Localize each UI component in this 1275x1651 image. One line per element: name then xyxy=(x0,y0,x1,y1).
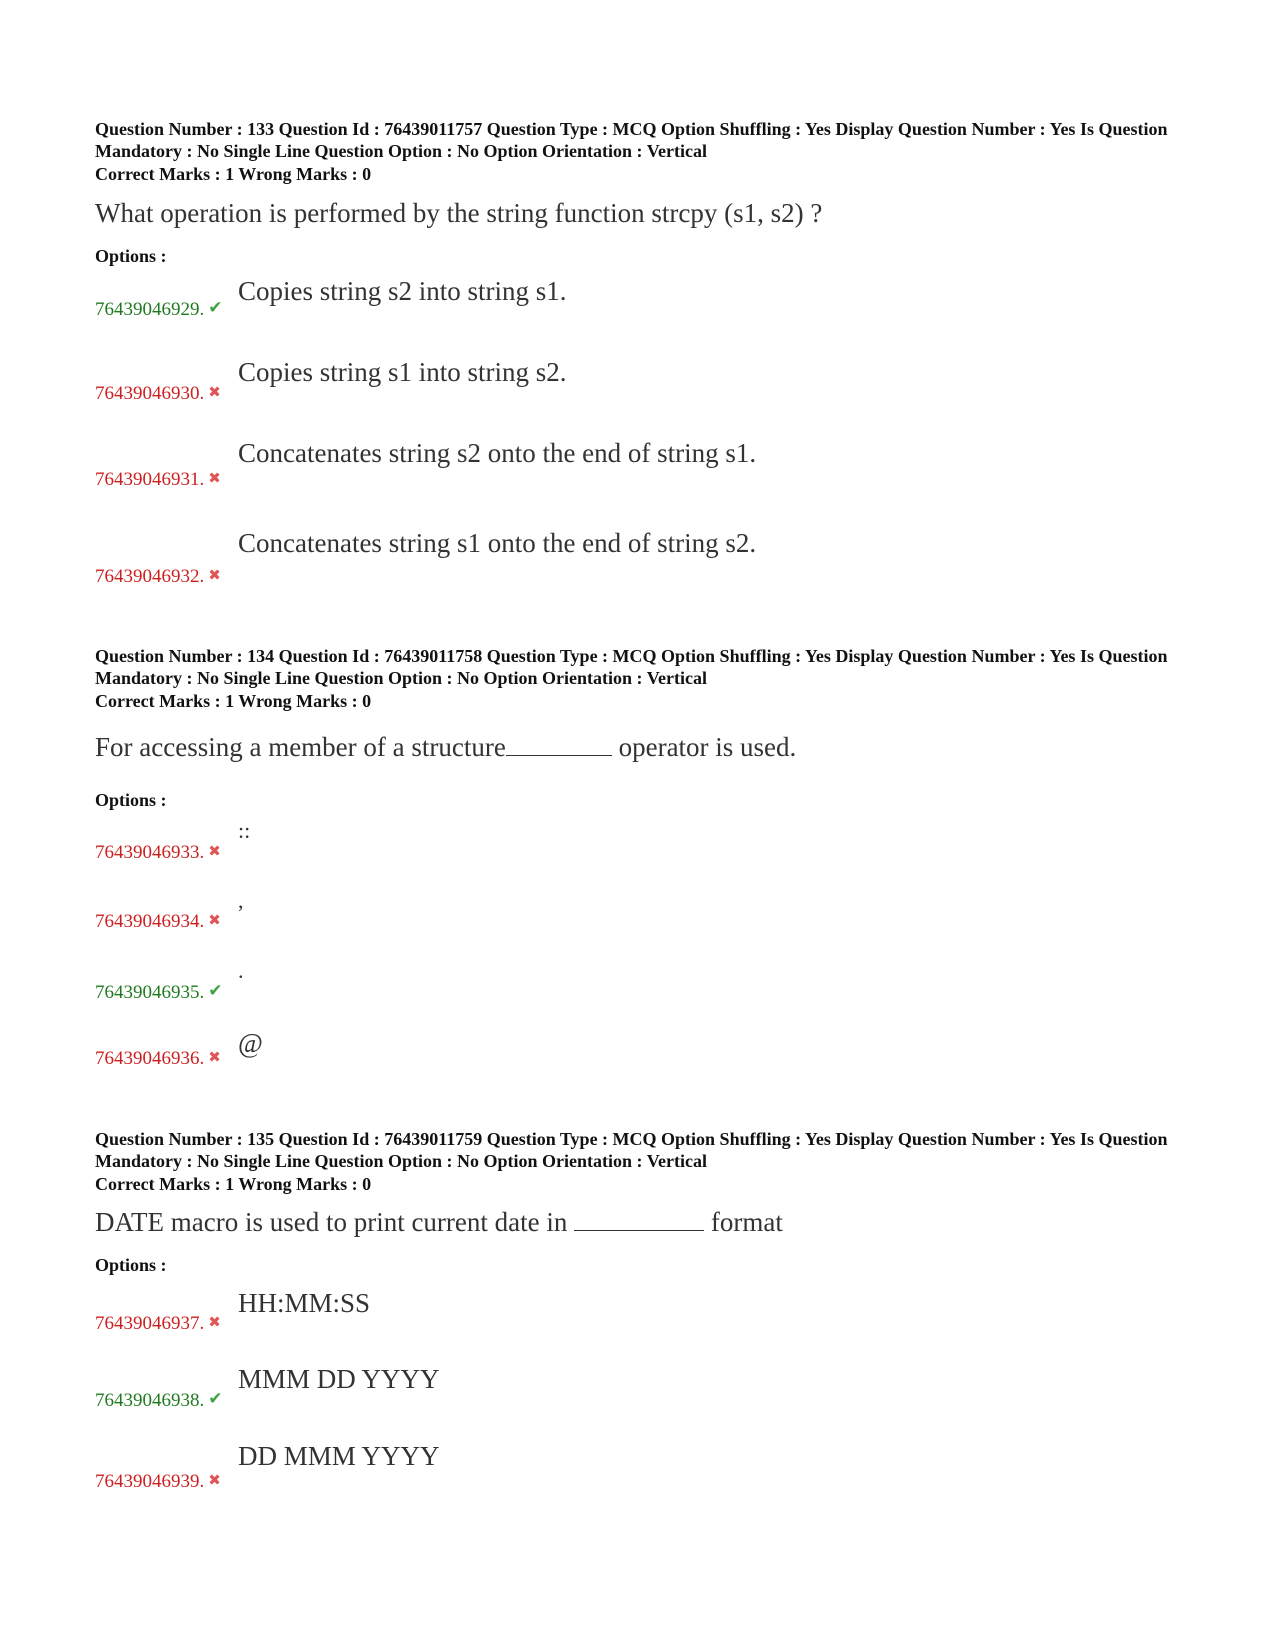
question-133-marks: Correct Marks : 1 Wrong Marks : 0 xyxy=(95,164,372,184)
question-135-text: DATE macro is used to print current date in format xyxy=(95,1207,783,1237)
option-76439046934-id: 76439046934. ✖ xyxy=(95,911,221,932)
cross-icon: ✖ xyxy=(208,1473,221,1489)
option-76439046937-text: HH:MM:SS xyxy=(238,1288,371,1318)
cross-icon: ✖ xyxy=(208,568,221,584)
question-134-meta: Question Number : 134 Question Id : 76439011758 Question Type : MCQ Option Shuffling : Yes Display Question Number : Yes Is Question Mandatory : No Single Line Question Option : No Option Orientation : Vertical xyxy=(95,646,1168,688)
question-134-text: For accessing a member of a structure operator is used. xyxy=(95,732,797,762)
option-76439046935-id: 76439046935. ✔ xyxy=(95,981,223,1003)
cross-icon: ✖ xyxy=(208,913,221,929)
option-76439046934-text: , xyxy=(238,888,244,913)
option-76439046930-text: Copies string s1 into string s2. xyxy=(238,357,567,387)
cross-icon: ✖ xyxy=(208,1315,221,1331)
option-76439046929-text: Copies string s2 into string s1. xyxy=(238,276,567,306)
option-76439046936-text: @ xyxy=(238,1028,263,1058)
option-76439046937-id: 76439046937. ✖ xyxy=(95,1313,221,1334)
option-76439046933-id: 76439046933. ✖ xyxy=(95,842,221,863)
option-76439046932-text: Concatenates string s1 onto the end of string s2. xyxy=(238,528,757,558)
cross-icon: ✖ xyxy=(208,471,221,487)
option-76439046932-id: 76439046932. ✖ xyxy=(95,566,221,587)
check-icon: ✔ xyxy=(208,981,223,1000)
option-76439046931-text: Concatenates string s2 onto the end of string s1. xyxy=(238,438,757,468)
option-76439046935-text: . xyxy=(238,958,244,983)
option-76439046939-id: 76439046939. ✖ xyxy=(95,1471,221,1492)
answer-blank xyxy=(506,735,612,756)
question-134-options-label: Options : xyxy=(95,790,167,810)
option-76439046938-text: MMM DD YYYY xyxy=(238,1364,440,1394)
answer-blank xyxy=(574,1210,704,1231)
option-76439046933-text: :: xyxy=(238,818,251,843)
option-76439046931-id: 76439046931. ✖ xyxy=(95,469,221,490)
option-76439046936-id: 76439046936. ✖ xyxy=(95,1048,221,1069)
question-134-marks: Correct Marks : 1 Wrong Marks : 0 xyxy=(95,691,372,711)
check-icon: ✔ xyxy=(208,1389,223,1408)
question-135-options-label: Options : xyxy=(95,1255,167,1275)
option-76439046929-id: 76439046929. ✔ xyxy=(95,298,223,320)
cross-icon: ✖ xyxy=(208,385,221,401)
check-icon: ✔ xyxy=(208,298,223,317)
cross-icon: ✖ xyxy=(208,1050,221,1066)
cross-icon: ✖ xyxy=(208,844,221,860)
option-76439046930-id: 76439046930. ✖ xyxy=(95,383,221,404)
question-133-text: What operation is performed by the string function strcpy (s1, s2) ? xyxy=(95,198,823,228)
question-133-options-label: Options : xyxy=(95,246,167,266)
option-76439046938-id: 76439046938. ✔ xyxy=(95,1389,223,1411)
question-135-meta: Question Number : 135 Question Id : 76439011759 Question Type : MCQ Option Shuffling : Yes Display Question Number : Yes Is Question Mandatory : No Single Line Question Option : No Option Orientation : Vertical xyxy=(95,1129,1168,1171)
question-133-meta: Question Number : 133 Question Id : 76439011757 Question Type : MCQ Option Shuffling : Yes Display Question Number : Yes Is Question Mandatory : No Single Line Question Option : No Option Orientation : Vertical xyxy=(95,119,1168,161)
option-76439046939-text: DD MMM YYYY xyxy=(238,1441,440,1471)
question-135-marks: Correct Marks : 1 Wrong Marks : 0 xyxy=(95,1174,372,1194)
